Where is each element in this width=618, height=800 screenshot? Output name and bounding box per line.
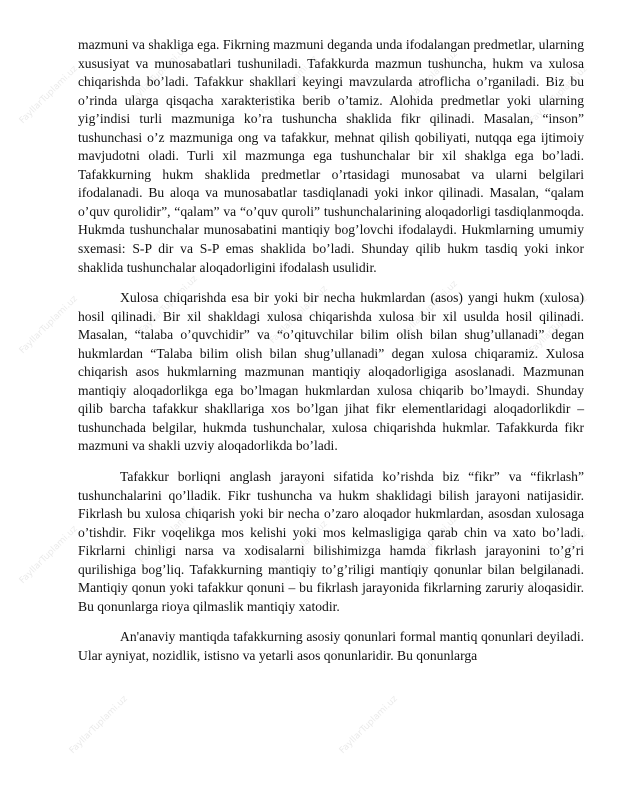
- paragraph: An'anaviy mantiqda tafakkurning asosiy qonunlari formal mantiq qonunlari deyiladi. Ular ayniyat, nozidlik, istisno va yetarli asos qonunlaridir. Bu qonunlarga: [78, 629, 584, 663]
- watermark: FayllarTuplami.uz: [137, 274, 200, 336]
- watermark: FayllarTuplami.uz: [337, 694, 400, 756]
- paragraph: mazmuni va shakliga ega. Fikrning mazmuni deganda unda ifodalangan predmetlar, ularning xususiyat va munosabatlari tushuniladi. Tafakkurda mazmun tushuncha, hukm va xulosa chiqarishda bo’ladi. Tafakkur shakllari keyingi mavzularda atroflicha o’rganiladi. Biz bu o’rinda ularga qisqacha xarakteristika berib o’tamiz. Alohida predmetlar yoki ularning yig’indisi turli mazmuniga ko’ra tushuncha shaklida fikr qilinadi. Masalan, “inson” tushunchasi o’z mazmuniga ong va tafakkur, mehnat qilish qobiliyati, nutqqa ega ijtimoiy mavjudotni oladi. Turli xil mazmunga ega tushunchalar bir xil shaklga ega bo’ladi. Tafakkurning hukm shaklida predmetlar o’rtasidagi munosabat va ularni belgilari ifodalanadi. Bu aloqa va munosabatlar tasdiqlanadi yoki inkor qilinadi. Masalan, “qalam o’quv qurolidir”, “qalam” va “o’quv quroli” tushunchalarining aloqadorligi tasdiqlanmoqda. Hukmda tushunchalar munosabatini mantiqiy bog’lovchi ifodalaydi. Hukmlarning umumiy sxemasi: S-P dir va S-P emas shaklida bo’ladi. Shunday qilib hukm tasdiq yoki inkor shaklida tushunchalar aloqadorligini ifodalash usulidir.: [78, 37, 584, 275]
- watermark: FayllarTuplami.uz: [527, 529, 590, 591]
- watermark: FayllarTuplami.uz: [17, 294, 80, 356]
- watermark: FayllarTuplami.uz: [257, 54, 320, 116]
- watermark: FayllarTuplami.uz: [17, 524, 80, 586]
- paragraph-gap: [78, 456, 584, 468]
- watermark: FayllarTuplami.uz: [527, 64, 590, 126]
- watermark: FayllarTuplami.uz: [137, 504, 200, 566]
- document-body: [78, 36, 584, 666]
- watermark: FayllarTuplami.uz: [17, 64, 80, 126]
- watermark: FayllarTuplami.uz: [267, 519, 330, 581]
- watermark: FayllarTuplami.uz: [397, 279, 460, 341]
- watermark: FayllarTuplami.uz: [397, 49, 460, 111]
- paragraph-gap: [78, 277, 584, 289]
- watermark: FayllarTuplami.uz: [67, 694, 130, 756]
- watermark: FayllarTuplami.uz: [127, 44, 190, 106]
- paragraph: Xulosa chiqarishda esa bir yoki bir necha hukmlardan (asos) yangi hukm (xulosa) hosil qilinadi. Bir xil shakldagi xulosa chiqarishda xulosa bir xil usulda hosil qilinadi. Masalan, “talaba o’quvchidir” va “o’qituvchilar bilim olish bilan shug’ullanadi” degan hukmlardan “Talaba bilim olish bilan shug’ullanadi” degan xulosa chiqaramiz. Xulosa chiqarish asos hukmlarning mazmunan mantiqiy aloqadorligiga asoslanadi. Mazmunan mantiqiy aloqadorlikga ega bo’lmagan hukmlardan xulosa chiqarib bo’lmaydi. Shunday qilib barcha tafakkur shakllariga xos bo’lgan jihat fikr elementlaridagi aloqadorlikdir – tushunchada belgilar, hukmda tushunchalar, xulosa chiqarishda hukmlar. Tafakkurda fikr mazmuni va shakli uzviy aloqadorlikda bo’ladi.: [78, 290, 584, 454]
- watermark: FayllarTuplami.uz: [527, 294, 590, 356]
- watermark: FayllarTuplami.uz: [267, 284, 330, 346]
- paragraph: Tafakkur borliqni anglash jarayoni sifatida ko’rishda biz “fikr” va “fikrlash” tushunchalarini qo’lladik. Fikr tushuncha va hukm shaklidagi bilish jarayoni natijasidir. Fikrlash bu xulosa chiqarish yoki bir necha o’zaro aloqador hukmlardan, asosdan xulosaga o’tishdir. Fikr voqelikga mos kelishi yoki mos kelmasligiga qarab chin va xato bo’ladi. Fikrlarni chinligi narsa va xodisalarni bilishimizga hamda fikrlash jarayonini to’g’ri qurilishiga bog’liq. Tafakkurning mantiqiy to’g’riligi mantiqiy qonunlar bilan belgilanadi. Mantiqiy qonun yoki tafakkur qonuni – bu fikrlash jarayonida fikrlarning zaruriy aloqasidir. Bu qonunlarga rioya qilmaslik mantiqiy xatodir.: [78, 469, 584, 614]
- watermark: FayllarTuplami.uz: [397, 514, 460, 576]
- paragraph-gap: [78, 616, 584, 628]
